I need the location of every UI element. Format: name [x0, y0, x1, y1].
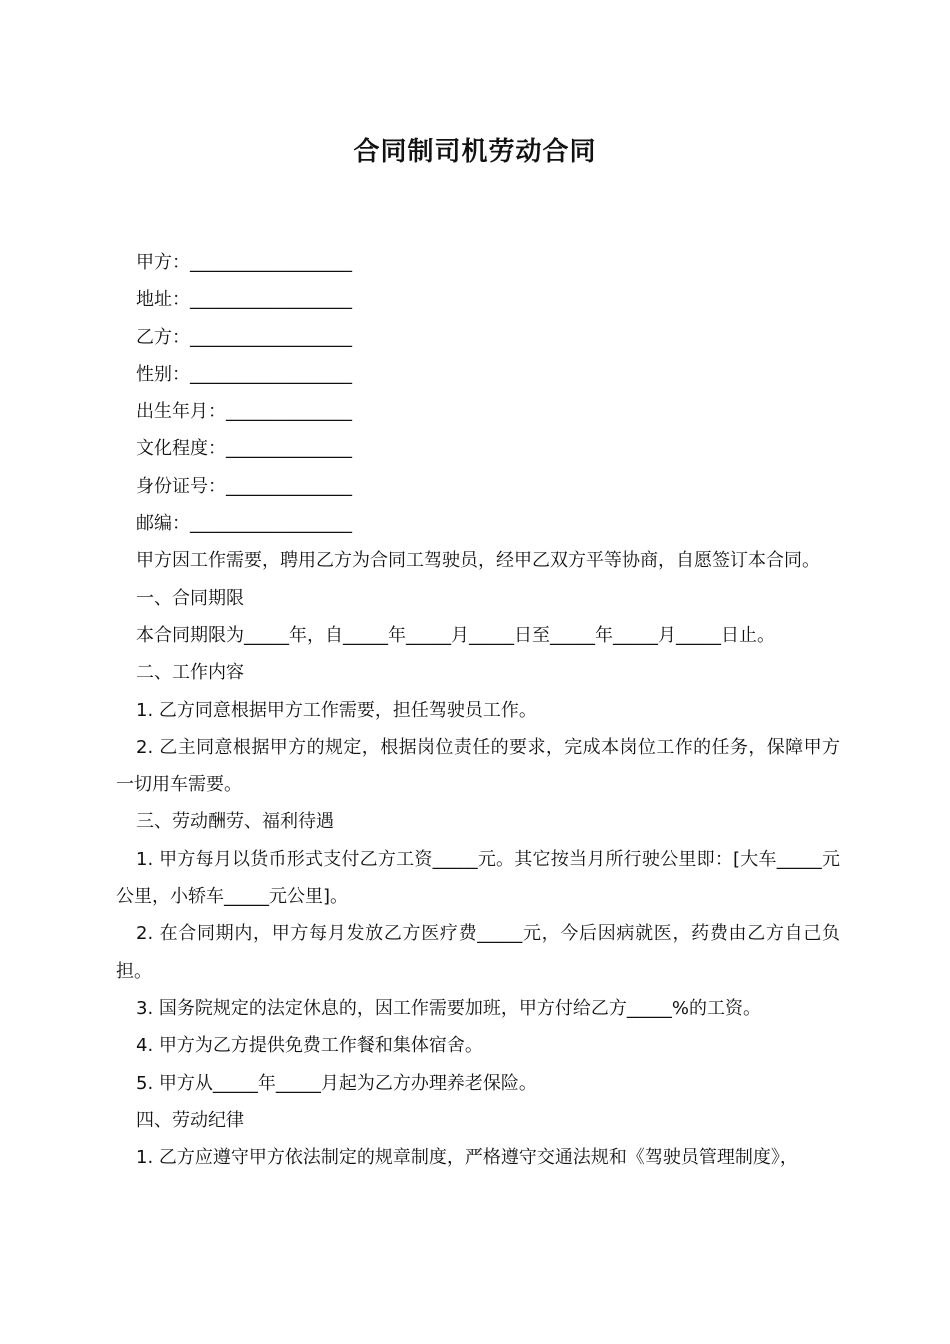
party-a-field: 甲方：__________________ [136, 252, 352, 273]
clause: 3. 国务院规定的法定休息的，因工作需要加班，甲方付给乙方_____%的工资。 [136, 997, 761, 1019]
clause: 1. 乙方应遵守甲方依法制定的规章制度，严格遵守交通法规和《驾驶员管理制度》， [136, 1147, 798, 1169]
section-heading: 二、工作内容 [136, 662, 244, 684]
document-title: 合同制司机劳动合同 [353, 137, 597, 167]
education-field: 文化程度：______________ [136, 438, 352, 460]
address-field: 地址：__________________ [136, 289, 352, 311]
clause: 2. 在合同期内，甲方每月发放乙方医疗费_____元，今后因病就医，药费由乙方自己负担。 [116, 923, 840, 982]
section-heading: 四、劳动纪律 [136, 1109, 244, 1131]
birth-date-field: 出生年月：______________ [136, 401, 352, 423]
section-heading: 一、合同期限 [136, 587, 244, 609]
document-body [116, 244, 840, 1176]
clause: 2. 乙主同意根据甲方的规定，根据岗位责任的要求，完成本岗位工作的任务，保障甲方一切用车需要。 [116, 736, 840, 796]
section-heading: 三、劳动酬劳、福利待遇 [136, 811, 334, 833]
gender-field: 性别：__________________ [136, 363, 352, 385]
preamble-paragraph: 甲方因工作需要，聘用乙方为合同工驾驶员，经甲乙双方平等协商，自愿签订本合同。 [136, 550, 820, 572]
clause: 1. 甲方每月以货币形式支付乙方工资_____元。其它按当月所行驶公里即：[大车_____元公里，小轿车_____元公里]。 [116, 848, 840, 908]
postcode-field: 邮编：__________________ [136, 513, 352, 535]
party-b-field: 乙方：__________________ [136, 326, 352, 348]
clause: 4. 甲方为乙方提供免费工作餐和集体宿舍。 [136, 1035, 483, 1057]
paragraph: 本合同期限为_____年，自_____年_____月_____日至_____年_____月_____日止。 [136, 624, 775, 646]
clause: 5. 甲方从_____年_____月起为乙方办理养老保险。 [136, 1072, 537, 1094]
clause: 1. 乙方同意根据甲方工作需要，担任驾驶员工作。 [136, 699, 537, 721]
id-number-field: 身份证号：______________ [136, 475, 352, 497]
